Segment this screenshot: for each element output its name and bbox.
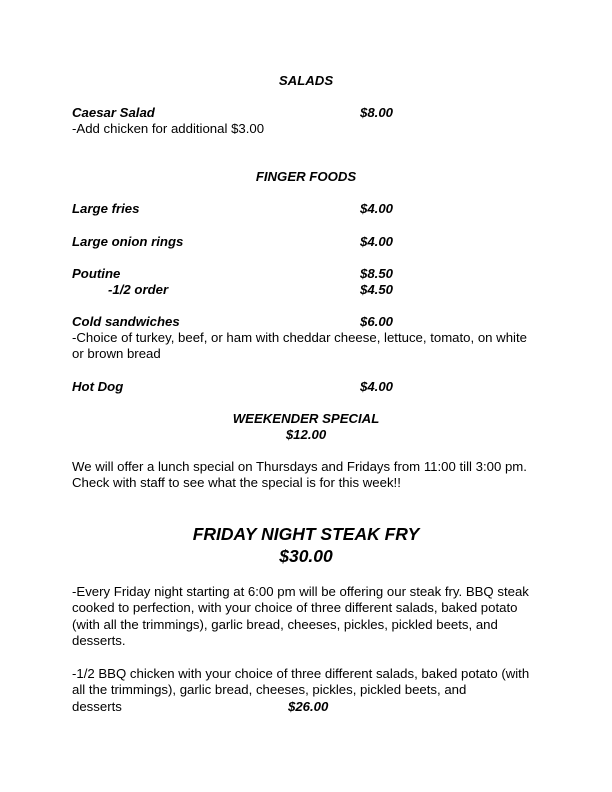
poutine-name: Poutine [72, 266, 121, 281]
hot-dog-price: $4.00 [360, 379, 394, 394]
caesar-salad-note: -Add chicken for additional $3.00 [72, 121, 265, 136]
salads-heading: SALADS [278, 73, 334, 88]
poutine-half-order-name: -1/2 order [108, 282, 169, 297]
bbq-chicken-description-text: -1/2 BBQ chicken with your choice of three different salads, baked potato (with all the trimmings), garlic bread, cheeses, pickles, pickled beets, and [72, 666, 530, 698]
bbq-chicken-price: $26.00 [288, 698, 329, 714]
steak-fry-description: -Every Friday night starting at 6:00 pm will be offering our steak fry. BBQ steak cooked to perfection, with your choice of three different salads, baked potato (with all the trimmings), garlic bread, cheeses, pickles, pickled beets, and desserts. [72, 584, 529, 648]
weekender-heading: WEEKENDER SPECIAL [232, 411, 380, 426]
steak-fry-price: $30.00 [279, 546, 333, 566]
bbq-chicken-last-line [72, 699, 542, 715]
caesar-salad-price: $8.00 [360, 105, 394, 120]
cold-sandwiches-price: $6.00 [360, 314, 394, 329]
cold-sandwiches-name: Cold sandwiches [72, 314, 180, 329]
bbq-chicken-description [72, 666, 542, 715]
cold-sandwiches-note: -Choice of turkey, beef, or ham with cheddar cheese, lettuce, tomato, on white or brown bread [72, 330, 527, 362]
large-fries-price: $4.00 [360, 201, 394, 216]
onion-rings-name: Large onion rings [72, 234, 184, 249]
bbq-chicken-description-end: desserts [72, 698, 122, 714]
caesar-salad-name: Caesar Salad [72, 105, 155, 120]
hot-dog-name: Hot Dog [72, 379, 124, 394]
poutine-price: $8.50 [360, 266, 394, 281]
weekender-description: We will offer a lunch special on Thursdays and Fridays from 11:00 till 3:00 pm. Check with staff to see what the special is for this week!! [72, 459, 527, 491]
large-fries-name: Large fries [72, 201, 140, 216]
finger-foods-heading: FINGER FOODS [255, 169, 357, 184]
weekender-price: $12.00 [285, 427, 327, 442]
poutine-half-order-price: $4.50 [360, 282, 394, 297]
onion-rings-price: $4.00 [360, 234, 394, 249]
steak-fry-heading: FRIDAY NIGHT STEAK FRY [192, 524, 420, 544]
